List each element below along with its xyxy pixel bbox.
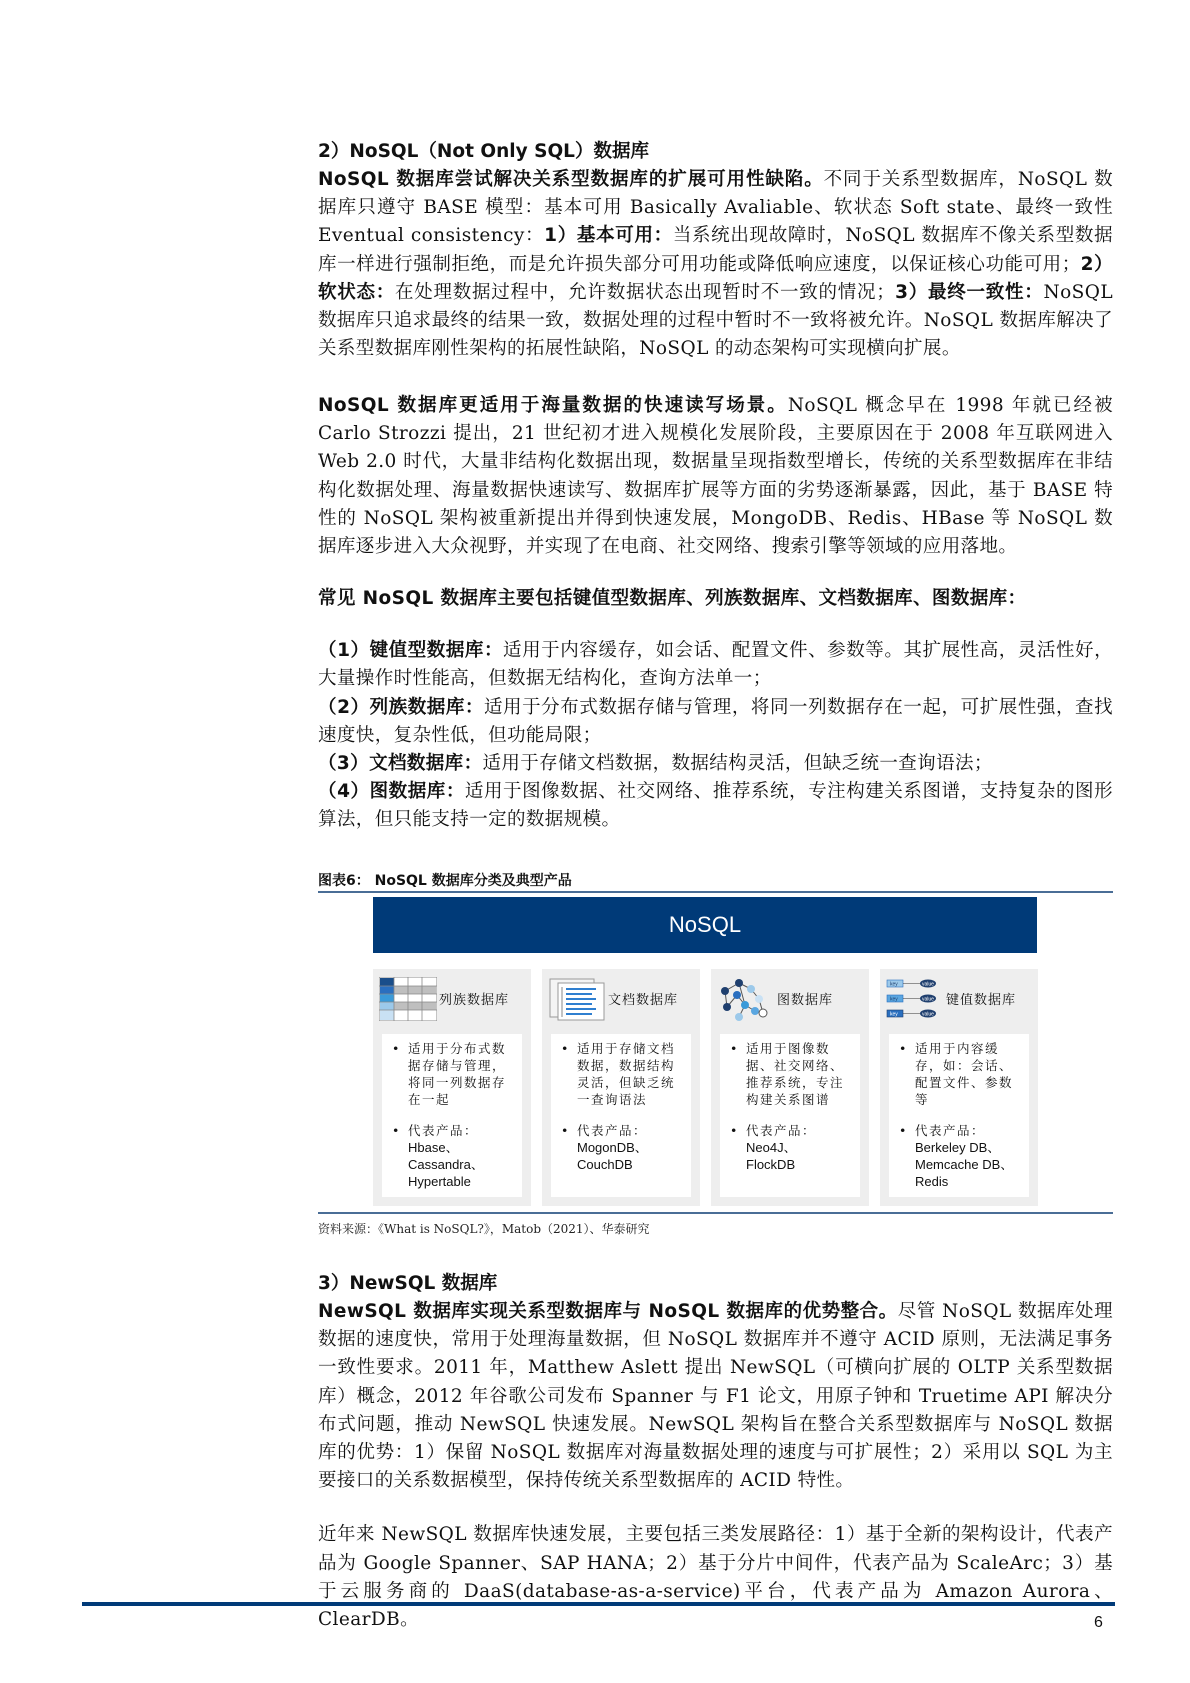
card-products — [730, 1122, 856, 1173]
card-body — [889, 1034, 1029, 1197]
card-header — [542, 969, 700, 1029]
card-desc: • 适用于存储文档数据，数据结构灵活，但缺乏统一查询语法 — [561, 1040, 687, 1108]
type-label: （2）列族数据库： — [318, 696, 484, 718]
body-text: 尽管 NoSQL 数据库处理数据的速度快，常用于处理海量数据，但 NoSQL 数据库并不遵守 ACID 原则，无法满足事务一致性要求。2011 年，Matthew Aslett 提出 NewSQL（可横向扩展的 OLTP 关系型数据库）概念，2012 年谷歌公司发布 Spanner 与 F1 论文，用原子钟和 Truetime API 解决分布式问题，推动 NewSQL 快速发展。NewSQL 架构旨在整合关系型数据库与 NoSQL 数据库的优势：1）保留 NoSQL 数据库对海量数据处理的速度与可扩展性；2）采用以 SQL 为主要接口的关系数据模型，保持传统关系型数据库的 ACID 特性。 — [318, 1301, 1113, 1492]
paragraph-newsql-paths: 近年来 NewSQL 数据库快速发展，主要包括三类发展路径：1）基于全新的架构设计，代表产品为 Google Spanner、SAP HANA；2）基于分片中间件，代表产品为 ScaleArc；3）基于云服务商的 DaaS(database-as-a-service)平台，代表产品为 Amazon Aurora、ClearDB。 — [318, 1524, 1113, 1631]
product: Memcache DB、 — [915, 1157, 1014, 1172]
lead-sentence: NoSQL 数据库尝试解决关系型数据库的扩展可用性缺陷。 — [318, 169, 824, 190]
card-body — [551, 1034, 691, 1197]
nosql-types-block — [318, 585, 1113, 835]
product: Berkeley DB、 — [915, 1140, 1001, 1155]
card-body — [720, 1034, 860, 1197]
paragraph-newsql-intro — [318, 1298, 1113, 1495]
type-text: 适用于图像数据、社交网络、推荐系统，专注构建关系图谱，支持复杂的图形算法，但只能支持一定的数据规模。 — [318, 781, 1113, 831]
section-heading-nosql: 2）NoSQL（Not Only SQL）数据库 — [318, 141, 649, 162]
card-title: 键值数据库 — [946, 993, 1017, 1008]
section-newsql — [318, 1270, 1113, 1634]
card-title: 文档数据库 — [608, 993, 679, 1008]
types-heading: 常见 NoSQL 数据库主要包括键值型数据库、列族数据库、文档数据库、图数据库： — [318, 588, 1027, 609]
card-desc: • 适用于图像数据、社交网络、推荐系统，专注构建关系图谱 — [730, 1040, 856, 1108]
card-desc: • 适用于分布式数据存储与管理，将同一列数据存在一起 — [392, 1040, 518, 1108]
svg-text:key: key — [890, 996, 898, 1003]
paragraph-nosql-usecase — [318, 392, 1113, 561]
type-label: （3）文档数据库： — [318, 753, 483, 775]
product: CouchDB — [577, 1157, 633, 1172]
svg-text:key: key — [890, 1011, 898, 1018]
card-header — [373, 969, 531, 1029]
product: Hbase、 — [408, 1140, 459, 1155]
product: Cassandra、 — [408, 1157, 484, 1172]
card-header — [880, 969, 1038, 1029]
section-nosql-usecase — [318, 392, 1113, 561]
figure-top-rule — [318, 891, 1113, 893]
card-document — [542, 969, 700, 1206]
lead-sentence: NewSQL 数据库实现关系型数据库与 NoSQL 数据库的优势整合。 — [318, 1301, 898, 1322]
svg-text:value: value — [922, 1011, 934, 1018]
card-key-value — [880, 969, 1038, 1206]
bold-term: 3）最终一致性： — [895, 281, 1044, 303]
svg-text:value: value — [922, 996, 934, 1003]
card-products — [561, 1122, 687, 1173]
body-text: 在处理数据过程中，允许数据状态出现暂时不一致的情况； — [395, 281, 896, 303]
card-graph — [711, 969, 869, 1206]
product: MogonDB、 — [577, 1140, 648, 1155]
figure-title: 图表6： NoSQL 数据库分类及典型产品 — [318, 873, 572, 889]
products-label: 代表产品： — [577, 1123, 648, 1138]
body-text: 当系统出现故障时，NoSQL 数据库不像关系型数据库一样进行强制拒绝，而是允许损失部分可用功能或降低响应速度，以保证核心功能可用； — [318, 225, 1113, 275]
key-value-icon — [886, 977, 944, 1021]
card-title: 列族数据库 — [439, 993, 510, 1008]
nosql-banner: NoSQL — [373, 897, 1037, 953]
bold-term: 1）基本可用： — [544, 225, 673, 247]
type-label: （1）键值型数据库： — [318, 640, 504, 662]
card-title: 图数据库 — [777, 993, 834, 1008]
type-item-document — [318, 750, 1113, 778]
card-desc: • 适用于内容缓存，如：会话、配置文件、参数等 — [899, 1040, 1025, 1108]
card-body — [382, 1034, 522, 1197]
product: FlockDB — [746, 1157, 796, 1172]
section-heading-newsql: 3）NewSQL 数据库 — [318, 1273, 498, 1294]
card-products — [899, 1122, 1025, 1190]
card-products — [392, 1122, 518, 1190]
products-label: 代表产品： — [915, 1123, 986, 1138]
products-label: 代表产品： — [746, 1123, 817, 1138]
body-text: NoSQL 数据库只追求最终的结果一致，数据处理的过程中暂时不一致将被允许。NoSQL 数据库解决了关系型数据库刚性架构的拓展性缺陷，NoSQL 的动态架构可实现横向扩展。 — [318, 281, 1113, 360]
type-item-graph — [318, 778, 1113, 834]
type-text: 适用于分布式数据存储与管理，将同一列数据存在一起，可扩展性强，查找速度快，复杂性低，但功能局限； — [318, 696, 1113, 746]
section-nosql — [318, 138, 1113, 363]
body-text: NoSQL 概念早在 1998 年就已经被 Carlo Strozzi 提出，21 世纪初才进入规模化发展阶段，主要原因在于 2008 年互联网进入 Web 2.0 时代，大量非结构化数据出现，数据量呈现指数型增长，传统的关系型数据库在非结构化数据处理、海量数据快速读写、数据库扩展等方面的劣势逐渐暴露，因此，基于 BASE 特性的 NoSQL 架构被重新提出并得到快速发展，MongoDB、Redis、HBase 等 NoSQL 数据库逐步进入大众视野，并实现了在电商、社交网络、搜索引擎等领域的应用落地。 — [318, 395, 1113, 558]
figure-bottom-rule — [318, 1212, 1113, 1214]
type-text: 适用于内容缓存，如会话、配置文件、参数等。其扩展性高，灵活性好，大量操作时性能高，但数据无结构化，查询方法单一； — [318, 640, 1114, 690]
document-stack-icon — [548, 977, 606, 1021]
graph-network-icon — [717, 977, 775, 1021]
product: Redis — [915, 1174, 949, 1189]
product: Neo4J、 — [746, 1140, 797, 1155]
product: Hypertable — [408, 1174, 471, 1189]
paragraph-nosql-base — [318, 166, 1113, 363]
svg-text:key: key — [890, 981, 898, 988]
type-label: （4）图数据库： — [318, 781, 465, 803]
footer-rule — [82, 1602, 1115, 1606]
page-number: 6 — [1094, 1614, 1103, 1631]
card-column-family — [373, 969, 531, 1206]
svg-text:value: value — [922, 981, 934, 988]
type-item-column — [318, 694, 1113, 750]
type-text: 适用于存储文档数据，数据结构灵活，但缺乏统一查询语法； — [482, 753, 993, 775]
bold-term: 2）软状态： — [318, 253, 1113, 303]
figure-source: 资料来源：《What is NoSQL?》，Matob（2021）、华泰研究 — [318, 1222, 650, 1236]
column-family-grid-icon — [379, 977, 437, 1021]
body-text: 不同于关系型数据库，NoSQL 数据库只遵守 BASE 模型：基本可用 Basically Avaliable、软状态 Soft state、最终一致性 Eventual consistency： — [318, 169, 1113, 247]
lead-sentence: NoSQL 数据库更适用于海量数据的快速读写场景。 — [318, 395, 788, 416]
products-label: 代表产品： — [408, 1123, 479, 1138]
type-item-kv — [318, 637, 1113, 693]
card-header — [711, 969, 869, 1029]
